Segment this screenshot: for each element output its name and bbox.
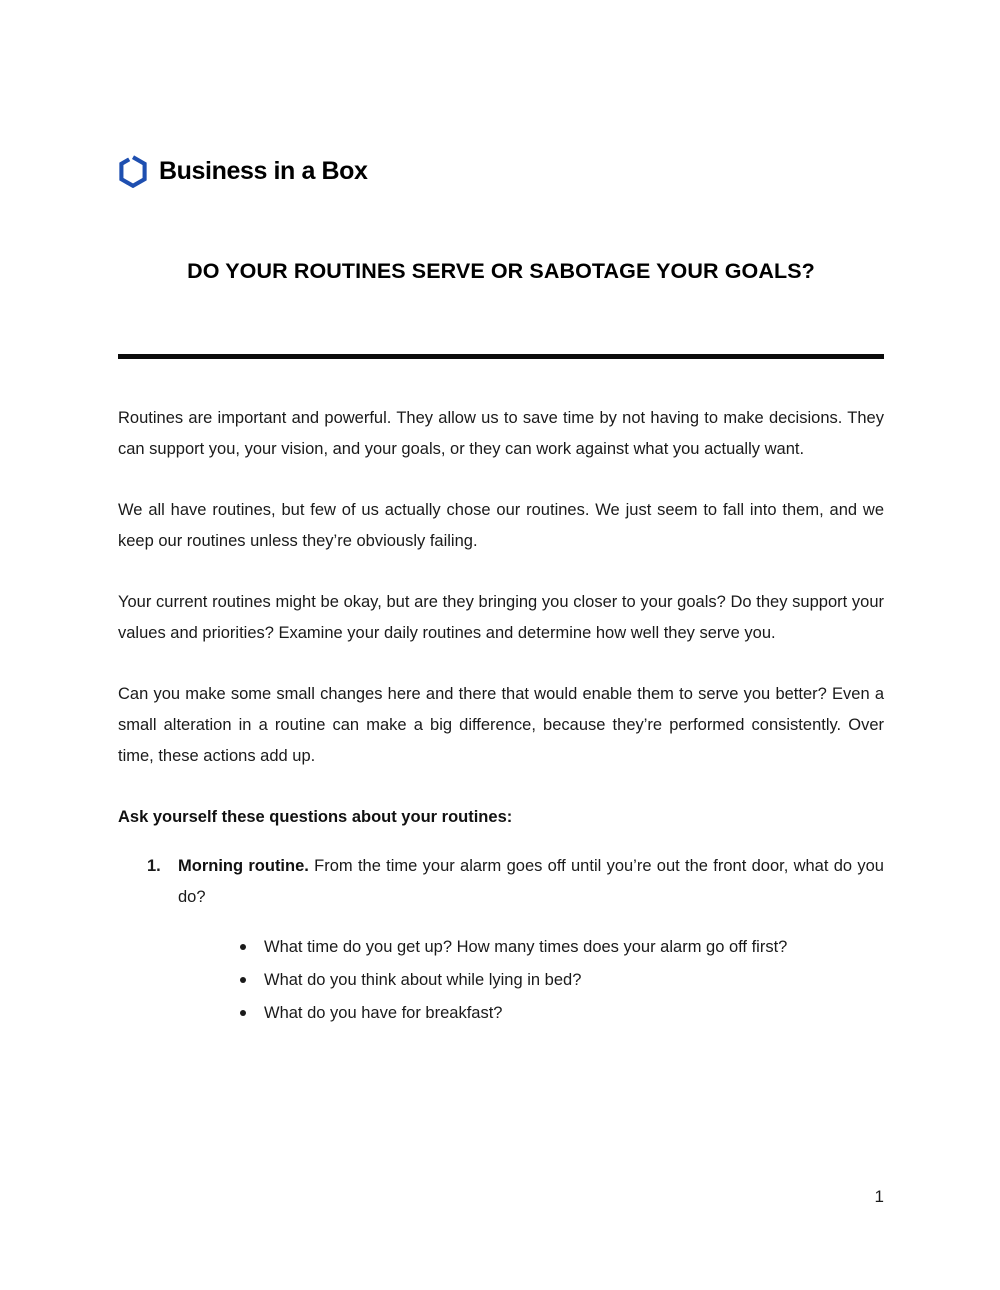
bullet-dot-icon	[240, 1010, 246, 1016]
paragraph-3: Your current routines might be okay, but are they bringing you closer to your goals? Do they support your values and priorities? Examine your daily routines and determine how well they serve you.	[118, 593, 884, 642]
section-lead-in: Ask yourself these questions about your routines:	[118, 808, 513, 826]
list-item	[178, 931, 884, 963]
list-item-marker: 1.	[147, 857, 161, 875]
document-body	[118, 403, 884, 1043]
page-number: 1	[874, 1187, 884, 1206]
bullet-item-text: What do you think about while lying in bed?	[264, 971, 582, 989]
paragraph-1: Routines are important and powerful. They allow us to save time by not having to make decisions. They can support you, your vision, and your goals, or they can work against what you actually want.	[118, 409, 884, 458]
bullet-dot-icon	[240, 944, 246, 950]
bullet-item-text: What do you have for breakfast?	[264, 1004, 503, 1022]
bullet-dot-icon	[240, 977, 246, 983]
bullet-item-text: What time do you get up? How many times does your alarm go off first?	[264, 938, 788, 956]
paragraph-4: Can you make some small changes here and there that would enable them to serve you better? Even a small alteration in a routine can make a big difference, because they’re performed consistently. Over time, these actions add up.	[118, 685, 884, 765]
title-divider	[118, 354, 884, 359]
list-item	[118, 851, 884, 1029]
list-item	[178, 964, 884, 996]
brand-logo	[118, 155, 368, 188]
brand-name: Business in a Box	[159, 157, 368, 185]
questions-bullet-list	[178, 931, 884, 1029]
hexagon-outline-icon	[118, 155, 148, 188]
list-item	[178, 997, 884, 1029]
list-item-lead: Morning routine.	[178, 857, 309, 875]
page-title: DO YOUR ROUTINES SERVE OR SABOTAGE YOUR GOALS?	[187, 259, 815, 283]
questions-numbered-list	[118, 851, 884, 1029]
list-item-text: From the time your alarm goes off until you’re out the front door, what do you do?	[178, 857, 884, 906]
paragraph-2: We all have routines, but few of us actually chose our routines. We just seem to fall into them, and we keep our routines unless they’re obviously failing.	[118, 501, 884, 550]
